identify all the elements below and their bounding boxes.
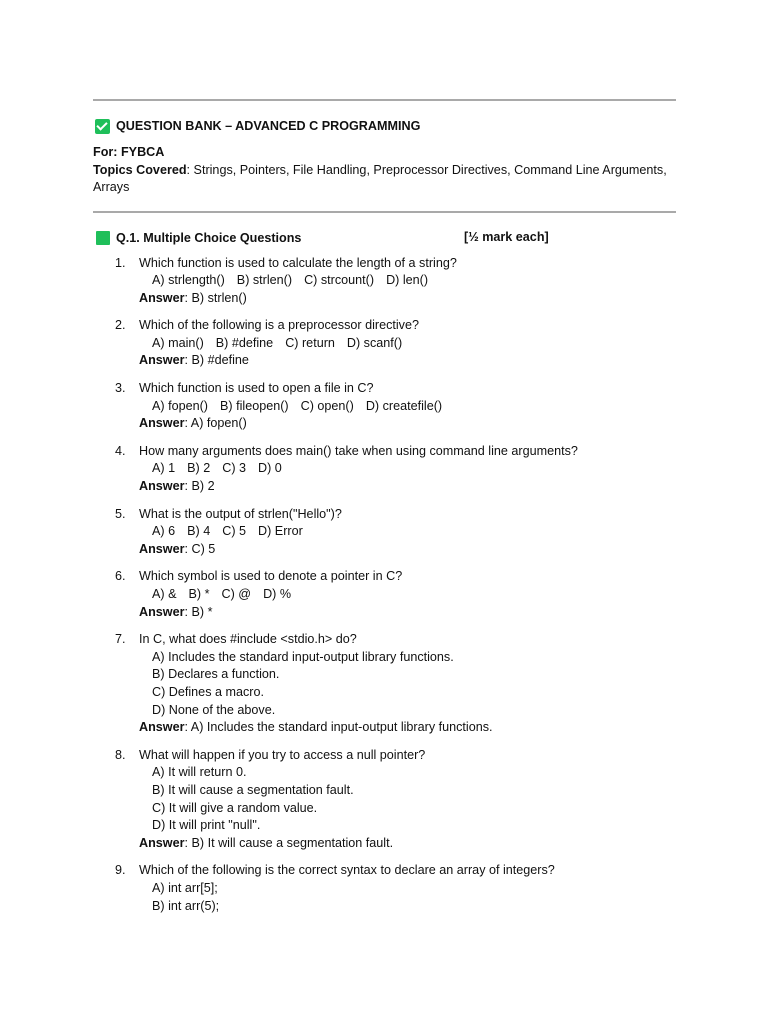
answer-text: : B) * [184,604,213,619]
question-number: 5. [115,506,126,521]
document-title: QUESTION BANK – ADVANCED C PROGRAMMING [116,119,421,133]
option: B) #define [215,335,274,350]
topics-line [93,162,676,197]
document-page [93,99,676,925]
options-row [139,272,676,290]
question-item [93,380,676,433]
for-value: FYBCA [120,145,165,159]
section-title: Q.1. Multiple Choice Questions [116,230,302,245]
question-item [93,317,676,370]
question-text: Which of the following is the correct syntax to declare an array of integers? [139,863,555,878]
answer-label: Answer [139,290,185,305]
answer-text: : C) 5 [184,541,216,556]
topics-label: Topics Covered [93,162,187,177]
for-label: For: [93,145,118,159]
option: B) * [188,587,210,601]
option: B) 4 [187,524,211,539]
option: D) % [263,587,292,601]
answer-line [139,719,676,737]
checkmark-icon [95,119,110,134]
option: B) Declares a function. [152,667,280,682]
question-number: 4. [115,443,126,458]
option: C) It will give a random value. [152,800,318,815]
question-text: What is the output of strlen("Hello")? [139,506,342,521]
option: A) 6 [152,524,176,539]
options-row [139,460,676,478]
for-line [93,144,676,162]
option: B) fileopen() [220,398,289,413]
option: D) scanf() [346,335,403,350]
question-item [93,862,676,915]
answer-line [139,290,676,308]
option: A) int arr[5]; [152,880,218,895]
options-row [139,586,676,604]
answer-label: Answer [139,835,185,850]
question-text: How many arguments does main() take when using command line arguments? [139,443,578,458]
option: B) strlen() [236,273,293,288]
option: A) 1 [152,461,176,476]
answer-text: : B) It will cause a segmentation fault. [184,835,394,850]
option: D) It will print "null". [152,818,261,833]
question-item [93,506,676,559]
answer-label: Answer [139,416,185,431]
question-number: 9. [115,863,126,878]
question-list [93,255,676,916]
answer-label: Answer [139,604,185,619]
option: C) strcount() [304,273,375,288]
question-number: 6. [115,569,126,584]
answer-label: Answer [139,720,185,735]
section-divider [93,211,676,213]
question-item [93,568,676,621]
option: A) main() [152,335,204,350]
options-row [139,335,676,353]
option: B) 2 [187,461,211,476]
question-text: Which of the following is a preprocessor directive? [139,318,419,333]
topics-value: : Strings, Pointers, File Handling, Preprocessor Directives, Command Line Arguments, Arrays [93,162,667,194]
green-square-icon [96,231,110,245]
answer-text: : B) #define [184,353,249,368]
option: D) createfile() [365,398,443,413]
option: D) None of the above. [152,702,276,717]
question-number: 2. [115,318,126,333]
option: A) Includes the standard input-output library functions. [152,649,454,664]
question-text: Which symbol is used to denote a pointer in C? [139,569,403,584]
question-number: 8. [115,747,126,762]
answer-line [139,835,676,853]
question-text: Which function is used to calculate the length of a string? [139,255,457,270]
question-item [93,443,676,496]
options-row [139,523,676,541]
options-row [139,398,676,416]
answer-line [139,352,676,370]
answer-text: : B) 2 [184,479,215,494]
question-item [93,255,676,308]
answer-line [139,604,676,622]
option: D) 0 [258,461,282,476]
question-number: 7. [115,632,126,647]
section-marks: [½ mark each] [464,229,549,244]
question-item [93,631,676,737]
top-divider [93,99,676,101]
option: B) It will cause a segmentation fault. [152,782,354,797]
answer-line [139,541,676,559]
answer-text: : A) Includes the standard input-output library functions. [184,720,493,735]
document-title-row [93,117,676,135]
section-header [93,229,676,247]
option: D) Error [258,524,303,539]
option: C) @ [221,587,252,601]
option: A) & [152,587,177,601]
option: A) strlength() [152,273,225,288]
question-number: 1. [115,255,126,270]
question-item [93,747,676,853]
option: C) 3 [222,461,247,476]
option: B) int arr(5); [152,898,220,913]
question-text: In C, what does #include <stdio.h> do? [139,632,357,647]
option: C) 5 [222,524,247,539]
answer-line [139,415,676,433]
document-meta [93,144,676,197]
answer-label: Answer [139,479,185,494]
option: D) len() [386,273,429,288]
option: C) return [285,335,335,350]
option: C) Defines a macro. [152,684,264,699]
question-number: 3. [115,381,126,396]
answer-line [139,478,676,496]
option: C) open() [300,398,354,413]
option: A) fopen() [152,398,208,413]
answer-text: : A) fopen() [184,416,247,431]
option: A) It will return 0. [152,765,247,780]
question-text: Which function is used to open a file in C? [139,381,374,396]
answer-label: Answer [139,353,185,368]
answer-text: : B) strlen() [184,290,247,305]
answer-label: Answer [139,541,185,556]
question-text: What will happen if you try to access a null pointer? [139,747,426,762]
